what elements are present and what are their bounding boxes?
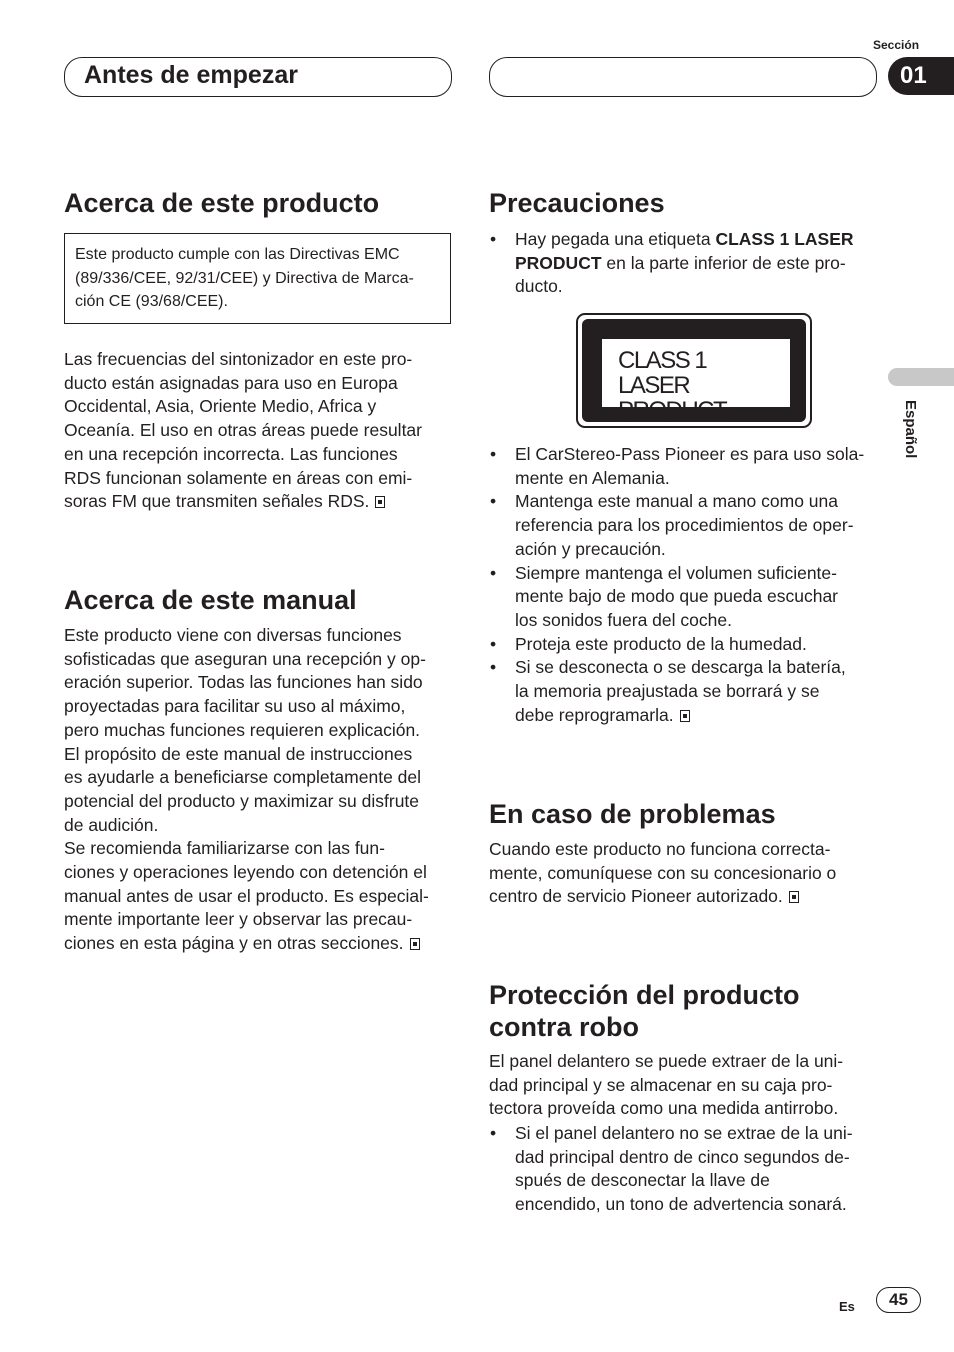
bullet-line: mente en Alemania. (515, 467, 670, 488)
body-line (64, 490, 464, 514)
body-line: Oceanía. El uso en otras áreas puede resultar (64, 420, 422, 441)
body-line: dad principal y se almacenar en su caja pro- (489, 1074, 833, 1095)
laser-label-line: CLASS 1 (618, 347, 707, 374)
bullet-text: en la parte inferior de este pro- (601, 252, 846, 273)
list-item (489, 562, 889, 633)
body-line: RDS funcionan solamente en áreas con emi- (64, 467, 413, 488)
bullet-line: los sonidos fuera del coche. (515, 609, 732, 630)
list-item (489, 633, 889, 657)
compliance-line: (89/336/CEE, 92/31/CEE) y Directiva de Marca- (75, 269, 414, 287)
heading-line: contra robo (489, 1012, 640, 1042)
body-line-text: soras FM que transmiten señales RDS. (64, 491, 370, 512)
body-line: Cuando este producto no funciona correcta- (489, 839, 831, 859)
compliance-box (64, 233, 451, 324)
end-of-section-icon (410, 938, 420, 950)
heading-problems: En caso de problemas (489, 799, 776, 829)
bullet-bold: PRODUCT (515, 252, 602, 273)
about-product-body (64, 348, 464, 514)
bullet-text: Hay pegada una etiqueta (515, 229, 716, 249)
body-line: El panel delantero se puede extraer de la uni- (489, 1051, 844, 1071)
body-line (64, 932, 464, 956)
header-title: Antes de empezar (84, 61, 298, 89)
bullet-line (515, 704, 889, 728)
body-line: mente importante leer y observar las precau- (64, 909, 413, 930)
language-code: Es (839, 1299, 855, 1314)
list-item (489, 228, 889, 299)
body-line: tectora proveída como una medida antirrobo. (489, 1098, 839, 1119)
bullet-line: • Mantenga este manual a mano como una (515, 491, 838, 512)
body-line: Se recomienda familiarizarse con las fun- (64, 838, 385, 859)
bullet-line (515, 252, 889, 276)
body-line: ducto están asignadas para uso en Europa (64, 372, 398, 393)
bullet-line: dad principal dentro de cinco segundos de- (515, 1146, 850, 1167)
body-line: pero muchas funciones requieren explicación. (64, 719, 421, 740)
bullet-line: • El CarStereo-Pass Pioneer es para uso sola- (515, 444, 865, 464)
compliance-line: ción CE (93/68/CEE). (75, 293, 228, 310)
bullet-bold: CLASS 1 LASER (715, 229, 854, 249)
body-line (489, 885, 889, 909)
bullet-line: • Proteja este producto de la humedad. (515, 633, 807, 654)
laser-label-text (602, 339, 790, 424)
page-number: 45 (876, 1287, 921, 1313)
section-number-badge: 01 (888, 57, 954, 95)
bullet-line: • Si se desconecta o se descarga la batería, (515, 657, 846, 678)
problems-body (489, 838, 889, 909)
body-line: Occidental, Asia, Oriente Medio, Africa y (64, 396, 377, 417)
laser-label-line: LASER PRODUCT (618, 372, 727, 424)
body-line: ciones y operaciones leyendo con detención el (64, 862, 427, 883)
body-line: Las frecuencias del sintonizador en este pro- (64, 349, 413, 369)
body-line: proyectadas para facilitar su uso al máximo, (64, 696, 406, 717)
theft-list (489, 1122, 889, 1217)
theft-body (489, 1050, 889, 1121)
end-of-section-icon (789, 891, 799, 903)
body-line: sofisticadas que aseguran una recepción y op- (64, 648, 426, 669)
body-line: es ayudarle a beneficiarse completamente del (64, 767, 422, 788)
bullet-text: debe reprogramarla. (515, 704, 674, 725)
compliance-line: Este producto cumple con las Directivas EMC (75, 246, 400, 263)
body-line: en una recepción incorrecta. Las funciones (64, 443, 398, 464)
heading-theft-protection (489, 979, 800, 1043)
laser-label-frame (582, 319, 806, 422)
laser-warning-label (576, 313, 812, 428)
bullet-line: encendido, un tono de advertencia sonará. (515, 1194, 847, 1215)
bullet-line: spués de desconectar la llave de (515, 1170, 770, 1191)
body-line: potencial del producto y maximizar su disfrute (64, 790, 420, 811)
bullet-line: la memoria preajustada se borrará y se (515, 681, 820, 702)
body-line-text: ciones en esta página y en otras secciones. (64, 933, 404, 954)
language-tab-marker (888, 368, 954, 386)
bullet-line (515, 228, 889, 252)
body-line: de audición. (64, 814, 159, 835)
about-manual-body (64, 624, 464, 956)
end-of-section-icon (375, 496, 385, 508)
bullet-line: referencia para los procedimientos de oper- (515, 515, 854, 536)
body-line: mente, comuníquese con su concesionario o (489, 862, 837, 883)
body-line: manual antes de usar el producto. Es especial- (64, 885, 429, 906)
heading-about-product: Acerca de este producto (64, 188, 380, 218)
body-line: eración superior. Todas las funciones han sido (64, 672, 423, 693)
section-label: Sección (873, 38, 920, 52)
list-item (489, 656, 889, 727)
precautions-list (489, 443, 889, 727)
list-item (489, 490, 889, 561)
end-of-section-icon (680, 710, 690, 722)
bullet-line: ación y precaución. (515, 538, 666, 559)
precautions-list-top (489, 228, 889, 299)
body-line: El propósito de este manual de instrucciones (64, 743, 413, 764)
list-item (489, 443, 889, 490)
language-tab-label: Español (902, 400, 919, 459)
bullet-line: • Si el panel delantero no se extrae de la uni- (515, 1123, 853, 1143)
bullet-line: mente bajo de modo que pueda escuchar (515, 586, 839, 607)
list-item (489, 1122, 889, 1217)
heading-line: Protección del producto (489, 980, 800, 1010)
heading-precautions: Precauciones (489, 188, 665, 218)
header-blank-frame (489, 57, 877, 97)
body-line-text: centro de servicio Pioneer autorizado. (489, 886, 783, 907)
body-line: Este producto viene con diversas funciones (64, 625, 402, 645)
bullet-line: ducto. (515, 276, 563, 297)
bullet-line: • Siempre mantenga el volumen suficiente- (515, 562, 837, 583)
heading-about-manual: Acerca de este manual (64, 585, 357, 615)
